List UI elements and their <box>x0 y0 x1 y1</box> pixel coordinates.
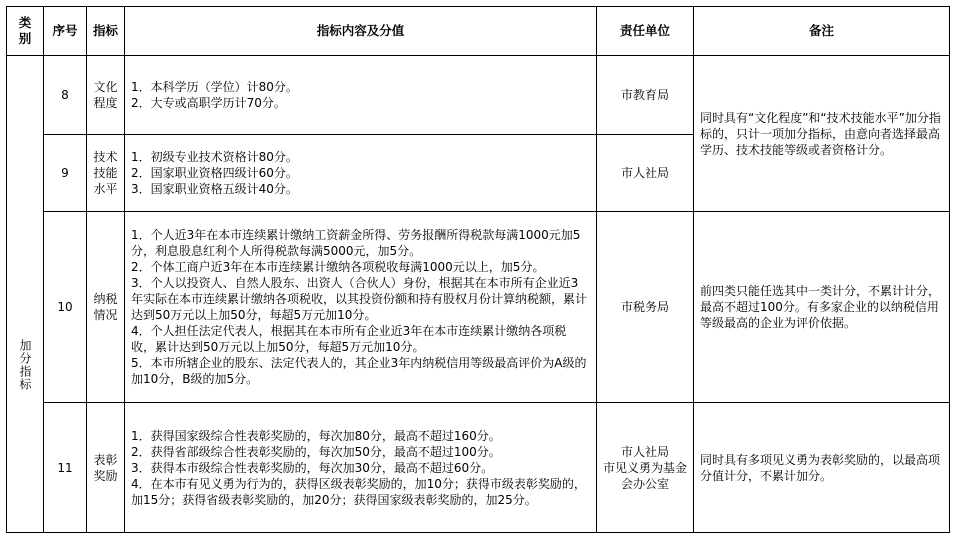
header-content: 指标内容及分值 <box>125 7 597 56</box>
row-unit: 市税务局 <box>597 212 694 403</box>
notes-education-skills: 同时具有“文化程度”和“技术技能水平”加分指标的，只计一项加分指标，由意向者选择最高学历、技术技能等级或者资格计分。 <box>694 56 950 212</box>
header-notes: 备注 <box>694 7 950 56</box>
row-unit: 市人社局 <box>597 135 694 212</box>
row-unit: 市教育局 <box>597 56 694 135</box>
header-number: 序号 <box>44 7 87 56</box>
row-content <box>125 212 597 403</box>
category-label: 加分指标 <box>18 338 32 391</box>
table-row <box>7 403 950 533</box>
row-indicator: 表彰奖励 <box>87 403 125 533</box>
row-content <box>125 56 597 135</box>
row-indicator: 纳税情况 <box>87 212 125 403</box>
content-line: 4．在本市有见义勇为行为的，获得区级表彰奖励的，加10分；获得市级表彰奖励的，加15分；获得省级表彰奖励的，加20分；获得国家级表彰奖励的，加25分。 <box>131 476 586 507</box>
row-number: 11 <box>44 403 87 533</box>
content-line: 1．本科学历（学位）计80分。 <box>131 80 298 94</box>
table-row <box>7 212 950 403</box>
row-unit: 市人社局 市见义勇为基金会办公室 <box>597 403 694 533</box>
table-row <box>7 56 950 135</box>
header-unit: 责任单位 <box>597 7 694 56</box>
header-indicator: 指标 <box>87 7 125 56</box>
row-content <box>125 403 597 533</box>
content-line: 3．获得本市级综合性表彰奖励的，每次加30分，最高不超过60分。 <box>131 460 494 475</box>
content-line: 2．个体工商户近3年在本市连续累计缴纳各项税收每满1000元以上，加5分。 <box>131 260 545 274</box>
header-category: 类别 <box>7 7 44 56</box>
row-number: 8 <box>44 56 87 135</box>
content-line: 1．获得国家级综合性表彰奖励的，每次加80分，最高不超过160分。 <box>131 428 501 443</box>
row-indicator: 文化程度 <box>87 56 125 135</box>
row-content <box>125 135 597 212</box>
content-line: 2．国家职业资格四级计60分。 <box>131 166 298 180</box>
row-number: 10 <box>44 212 87 403</box>
category-cell <box>7 56 44 533</box>
row-number: 9 <box>44 135 87 212</box>
content-line: 3．个人以投资人、自然人股东、出资人（合伙人）身份，根据其在本市所有企业近3年实际在本市连续累计缴纳各项税收，以其投资份额和持有股权月份计算纳税额，累计达到50万元以上加50分，每超5万元加10分。 <box>131 276 588 322</box>
row-indicator: 技术技能水平 <box>87 135 125 212</box>
notes-tax: 前四类只能任选其中一类计分，不累计计分，最高不超过100分。有多家企业的以纳税信用等级最高的企业为评价依据。 <box>694 212 950 403</box>
content-line: 3．国家职业资格五级计40分。 <box>131 182 298 196</box>
content-line: 5．本市所辖企业的股东、法定代表人的，其企业3年内纳税信用等级最高评价为A级的加10分，B级的加5分。 <box>131 356 587 386</box>
content-line: 1．初级专业技术资格计80分。 <box>131 150 298 164</box>
content-line: 2．获得省部级综合性表彰奖励的，每次加50分，最高不超过100分。 <box>131 444 501 459</box>
content-line: 4．个人担任法定代表人，根据其在本市所有企业近3年在本市连续累计缴纳各项税收，累计达到50万元以上加50分，每超5万元加10分。 <box>131 324 567 354</box>
header-row <box>7 7 950 56</box>
notes-awards: 同时具有多项见义勇为表彰奖励的，以最高项分值计分，不累计加分。 <box>694 403 950 533</box>
indicator-table <box>6 6 950 533</box>
content-line: 1．个人近3年在本市连续累计缴纳工资薪金所得、劳务报酬所得税款每满1000元加5分，利息股息红利个人所得税款每满5000元，加5分。 <box>131 228 581 258</box>
content-line: 2．大专或高职学历计70分。 <box>131 96 286 110</box>
